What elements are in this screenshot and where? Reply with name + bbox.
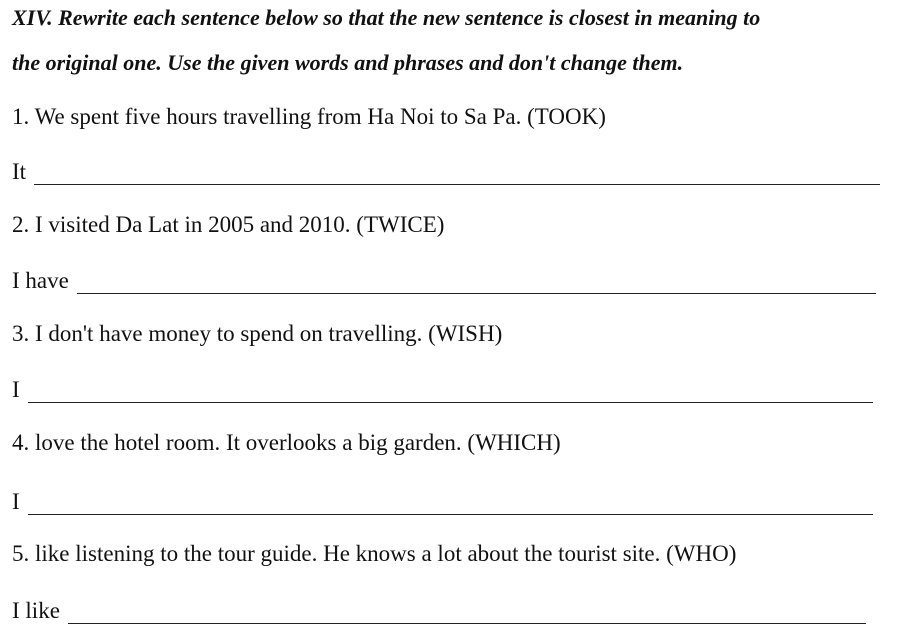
answer-row-1 — [12, 155, 880, 185]
answer-3-blank-line[interactable] — [28, 382, 873, 403]
answer-row-4 — [12, 485, 873, 515]
answer-4-prefix: I — [12, 489, 20, 514]
question-2-text: 2. I visited Da Lat in 2005 and 2010. (TWICE) — [12, 212, 445, 237]
question-3-text: 3. I don't have money to spend on travelling. (WISH) — [12, 321, 503, 346]
instructions-line-2: the original one. Use the given words and phrases and don't change them. — [12, 50, 684, 75]
answer-row-5 — [12, 594, 866, 624]
answer-5-blank-line[interactable] — [68, 603, 866, 624]
instructions-line-1: XIV. Rewrite each sentence below so that the new sentence is closest in meaning to — [12, 5, 761, 30]
question-1-text: 1. We spent five hours travelling from Ha Noi to Sa Pa. (TOOK) — [12, 104, 606, 129]
answer-4-blank-line[interactable] — [28, 494, 873, 515]
question-5-text: 5. like listening to the tour guide. He knows a lot about the tourist site. (WHO) — [12, 541, 737, 566]
answer-2-blank-line[interactable] — [77, 273, 876, 294]
answer-3-prefix: I — [12, 377, 20, 402]
answer-row-2 — [12, 264, 876, 294]
answer-row-3 — [12, 373, 873, 403]
answer-5-prefix: I like — [12, 598, 60, 623]
question-4-text: 4. love the hotel room. It overlooks a big garden. (WHICH) — [12, 430, 561, 455]
answer-1-prefix: It — [12, 159, 27, 184]
answer-1-blank-line[interactable] — [34, 164, 880, 185]
answer-2-prefix: I have — [12, 268, 69, 293]
